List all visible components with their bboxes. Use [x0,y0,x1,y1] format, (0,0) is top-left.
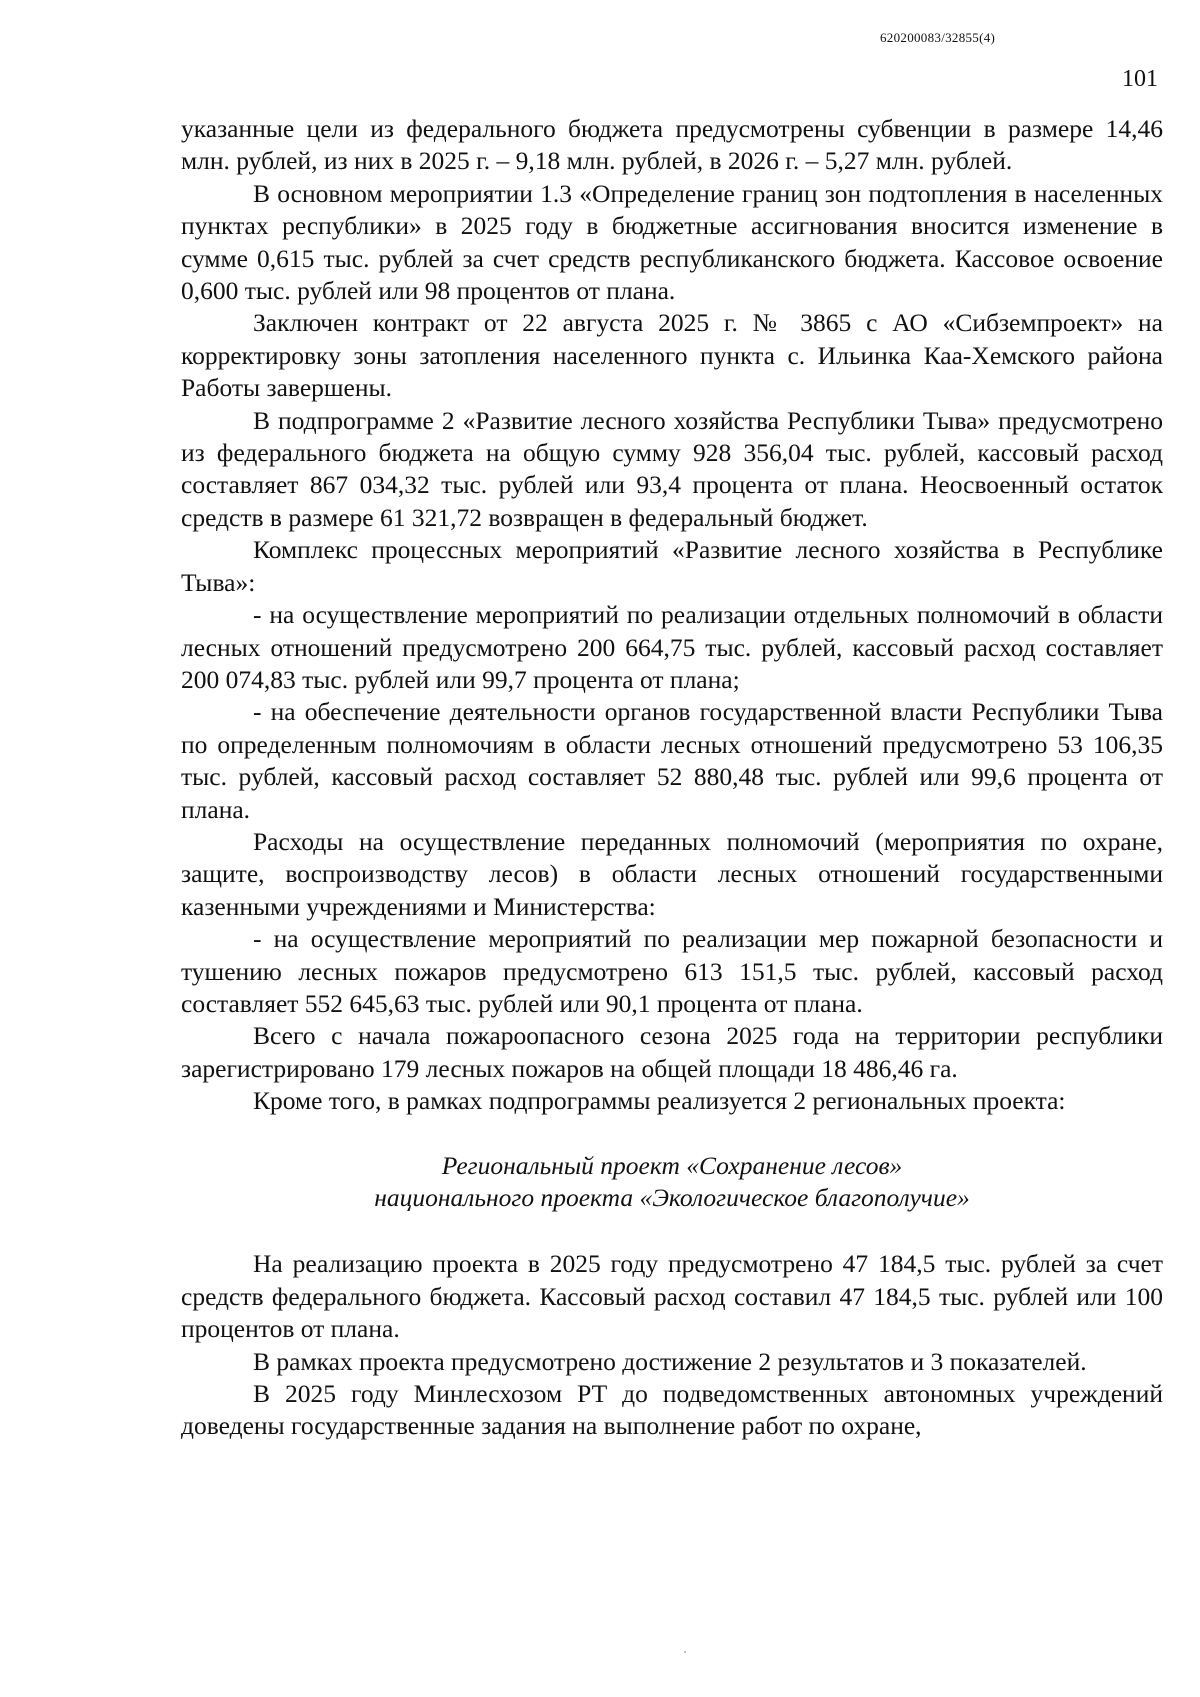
section-heading-line: Региональный проект «Сохранение лесов» [441,1150,903,1180]
page-number: 101 [1122,66,1158,92]
paragraph: В рамках проекта предусмотрено достижение 2 результатов и 3 показателей. [253,1346,1087,1376]
paragraph: Расходы на осуществление переданных полномочий (мероприятия по охране, защите, воспроизводству лесов) в области лесных отношений государственными казенными учреждениями и Министерства: [181,826,1163,921]
paragraph: В основном мероприятии 1.3 «Определение границ зон подтопления в населенных пунктах республики» в 2025 году в бюджетные ассигнования вносится изменение в сумме 0,615 тыс. рублей за счет средств республиканского бюджета. Кассовое освоение 0,600 тыс. рублей или 98 процентов от плана. [181,178,1163,306]
list-item: - на обеспечение деятельности органов государственной власти Республики Тыва по определенным полномочиям в области лесных отношений предусмотрено 53 106,35 тыс. рублей, кассовый расход составляет 52 880,48 тыс. рублей или 99,6 процента от плана. [181,697,1163,824]
paragraph: Заключен контракт от 22 августа 2025 г. № 3865 с АО «Сибземпроект» на корректировку зоны затопления населенного пункта с. Ильинка Каа-Хемского района Работы завершены. [181,308,1163,403]
section-heading-line: национального проекта «Экологическое благополучие» [374,1183,970,1212]
list-item: - на осуществление мероприятий по реализации мер пожарной безопасности и тушению лесных пожаров предусмотрено 613 151,5 тыс. рублей, кассовый расход составляет 552 645,63 тыс. рублей или 90,1 процента от плана. [181,924,1163,1018]
paragraph: В 2025 году Минлесхозом РТ до подведомственных автономных учреждений доведены государственные задания на выполнение работ по охране, [181,1379,1163,1441]
paragraph: Кроме того, в рамках подпрограммы реализуется 2 региональных проекта: [253,1086,1066,1116]
paragraph: В подпрограмме 2 «Развитие лесного хозяйства Республики Тыва» предусмотрено из федерального бюджета на общую сумму 928 356,04 тыс. рублей, кассовый расход составляет 867 034,32 тыс. рублей или 93,4 процента от плана. Неосвоенный остаток средств в размере 61 321,72 возвращен в федеральный бюджет. [181,405,1163,532]
paragraph: Всего с начала пожароопасного сезона 2025 года на территории республики зарегистрировано 179 лесных пожаров на общей площади 18 486,46 га. [181,1021,1163,1083]
section-heading [181,1150,1163,1215]
scan-artifact [684,1651,686,1653]
document-body [181,113,1163,1443]
paragraph: Комплекс процессных мероприятий «Развитие лесного хозяйства в Республике Тыва»: [181,535,1163,597]
paragraph: На реализацию проекта в 2025 году предусмотрено 47 184,5 тыс. рублей за счет средств федерального бюджета. Кассовый расход составил 47 184,5 тыс. рублей или 100 процентов от плана. [181,1249,1163,1344]
paragraph: указанные цели из федерального бюджета предусмотрены субвенции в размере 14,46 млн. рублей, из них в 2025 г. – 9,18 млн. рублей, в 2026 г. – 5,27 млн. рублей. [181,114,1163,176]
document-id: 620200083/32855(4) [880,30,996,45]
list-item: - на осуществление мероприятий по реализации отдельных полномочий в области лесных отношений предусмотрено 200 664,75 тыс. рублей, кассовый расход составляет 200 074,83 тыс. рублей или 99,7 процента от плана; [181,600,1163,694]
